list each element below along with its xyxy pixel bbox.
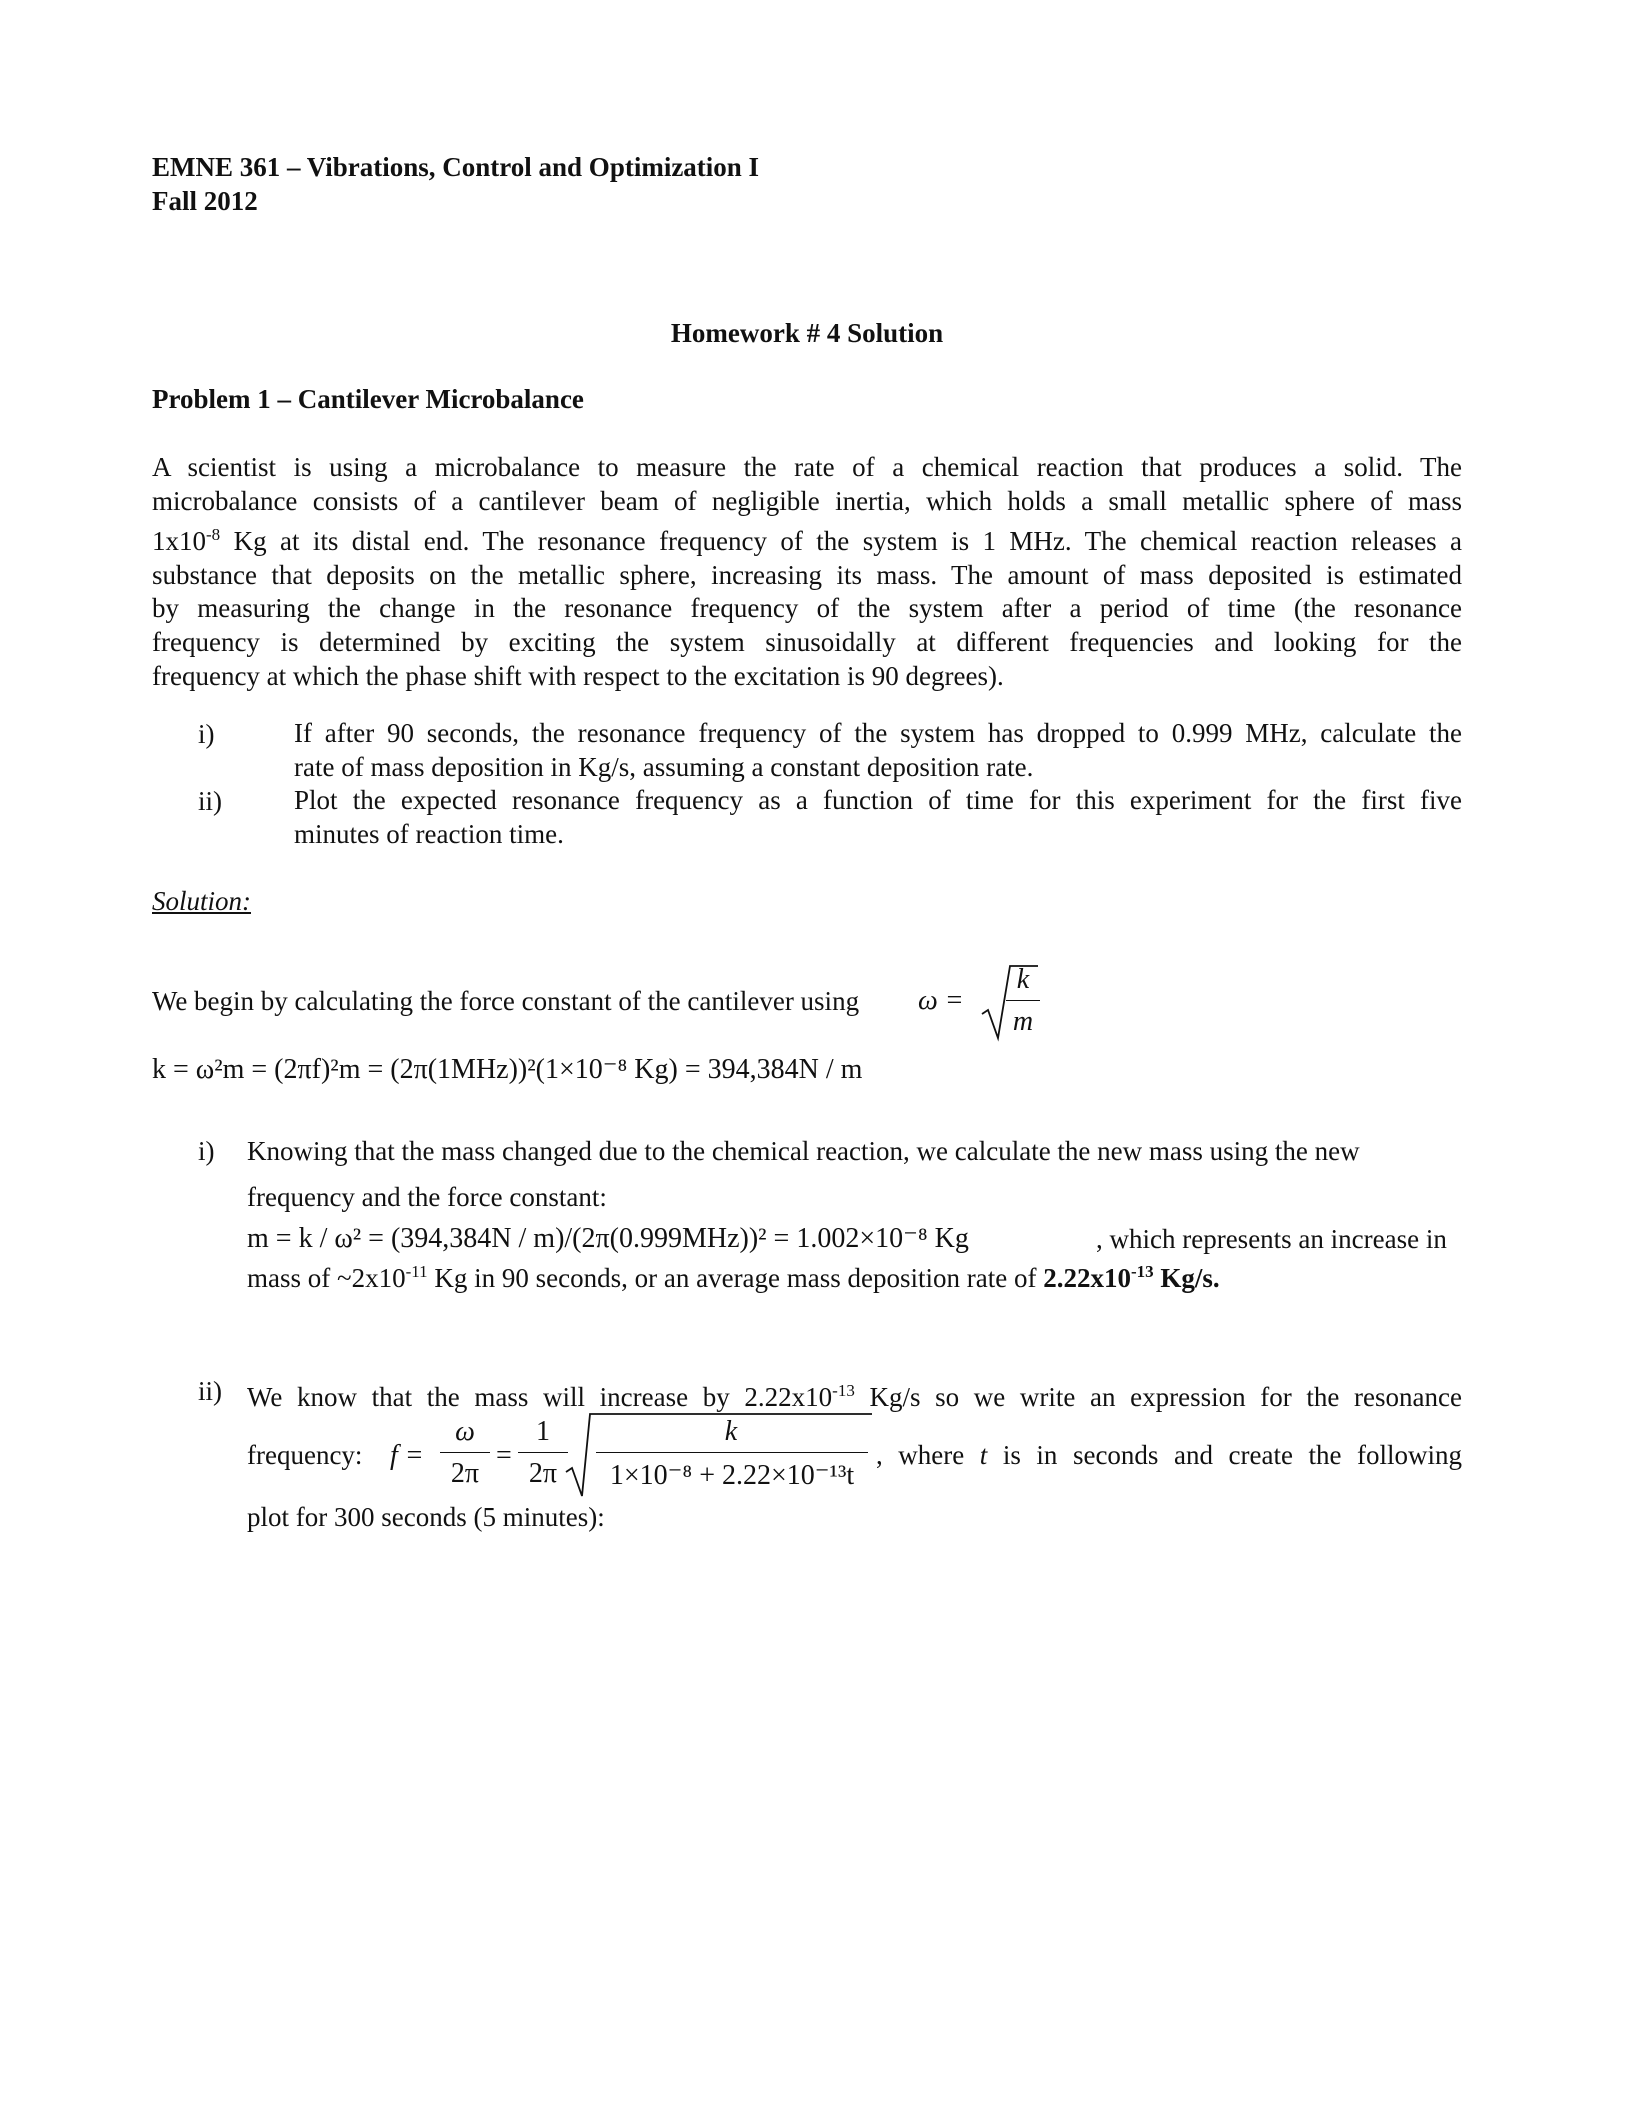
inner-bar [596, 1452, 868, 1453]
tail-t: t [979, 1440, 988, 1470]
statement-line: microbalance consists of a cantilever beam of negligible inertia, which holds a small metallic sphere of mass [152, 485, 1462, 516]
question-i [294, 717, 1462, 784]
frac1-numerator: ω [455, 1416, 475, 1447]
f-equals: f = [390, 1440, 424, 1471]
statement-line-text: Kg at its distal end. The resonance frequency of the system is 1 MHz. The chemical reaction releases a [233, 526, 1462, 557]
part-i-number: i) [198, 1136, 215, 1166]
rate-value: 2.22x10 [1043, 1263, 1131, 1293]
omega-label: ω = [918, 985, 964, 1016]
problem-title: Problem 1 – Cantilever Microbalance [152, 384, 584, 414]
mass-increase-text: mass of ~2x10 [247, 1263, 406, 1293]
question-line: If after 90 seconds, the resonance frequency of the system has dropped to 0.999 MHz, calculate the [294, 718, 1462, 748]
mass-increase-exponent: -11 [405, 1262, 428, 1281]
part-i-eq-tail: , which represents an increase in [1096, 1224, 1447, 1254]
solution-heading: Solution: [152, 886, 251, 916]
mass-exponent: -8 [206, 525, 221, 545]
question-line: minutes of reaction time. [294, 818, 564, 849]
frac2-denominator: 2π [528, 1458, 558, 1489]
question-number: ii) [198, 786, 222, 816]
part-ii-text-a: We know that the mass will increase by 2.22x10 [247, 1382, 833, 1412]
rate-result [1043, 1263, 1219, 1293]
question-line: rate of mass deposition in Kg/s, assuming a constant deposition rate. [294, 751, 1034, 782]
part-i-line-2: frequency and the force constant: [247, 1182, 607, 1212]
part-ii-tail [876, 1440, 1462, 1471]
statement-line-mass [152, 518, 1462, 559]
fraction-bar [1006, 1000, 1040, 1001]
part-ii-text-b: Kg/s so we write an expression for the resonance [854, 1382, 1462, 1412]
tail-b: is in seconds and create the following [987, 1440, 1462, 1470]
sqrt-denominator: m [1012, 1006, 1034, 1037]
statement-line: substance that deposits on the metallic sphere, increasing its mass. The amount of mass deposited is estimated [152, 559, 1462, 590]
question-ii [294, 784, 1462, 851]
frac1-denominator: 2π [450, 1458, 480, 1489]
k-equation: k = ω²m = (2πf)²m = (2π(1MHz))²(1×10⁻⁸ Kg) = 394,384N / m [152, 1054, 863, 1085]
solution-intro: We begin by calculating the force constant of the cantilever using [152, 986, 860, 1016]
problem-statement [152, 451, 1462, 693]
question-number: i) [198, 719, 215, 749]
rate-exponent: -13 [1130, 1262, 1154, 1281]
part-ii-line-3: plot for 300 seconds (5 minutes): [247, 1502, 605, 1532]
mass-value: 1x10 [152, 526, 206, 557]
tail-a: , where [876, 1440, 980, 1470]
frequency-label: frequency: [247, 1440, 363, 1470]
inner-denominator: 1×10⁻⁸ + 2.22×10⁻¹³t [609, 1460, 855, 1491]
rate-unit: Kg/s. [1153, 1263, 1220, 1293]
course-title: EMNE 361 – Vibrations, Control and Optimization I [152, 152, 760, 182]
part-i-line-1: Knowing that the mass changed due to the chemical reaction, we calculate the new mass using the new [247, 1136, 1360, 1166]
equals-sign: = [496, 1440, 512, 1471]
part-ii-number: ii) [198, 1376, 222, 1406]
frac1-bar [440, 1452, 490, 1453]
mass-increase-tail: Kg in 90 seconds, or an average mass deposition rate of [427, 1263, 1044, 1293]
sqrt-numerator: k [1016, 964, 1030, 995]
statement-line: A scientist is using a microbalance to measure the rate of a chemical reaction that produces a solid. The [152, 452, 1462, 482]
frac2-numerator: 1 [536, 1416, 550, 1447]
statement-line: frequency is determined by exciting the system sinusoidally at different frequencies and looking for the [152, 626, 1462, 657]
frac2-bar [518, 1452, 568, 1453]
part-ii-exponent: -13 [832, 1381, 855, 1400]
statement-line: by measuring the change in the resonance frequency of the system after a period of time (the resonance [152, 593, 1462, 624]
statement-line: frequency at which the phase shift with respect to the excitation is 90 degrees). [152, 660, 1004, 691]
part-i-line-4 [247, 1262, 1220, 1294]
question-line: Plot the expected resonance frequency as a function of time for this experiment for the first five [294, 785, 1462, 815]
course-term: Fall 2012 [152, 186, 258, 216]
mass-equation: m = k / ω² = (394,384N / m)/(2π(0.999MHz))² = 1.002×10⁻⁸ Kg [247, 1223, 969, 1254]
page-title: Homework # 4 Solution [670, 318, 944, 348]
inner-numerator: k [724, 1416, 738, 1447]
